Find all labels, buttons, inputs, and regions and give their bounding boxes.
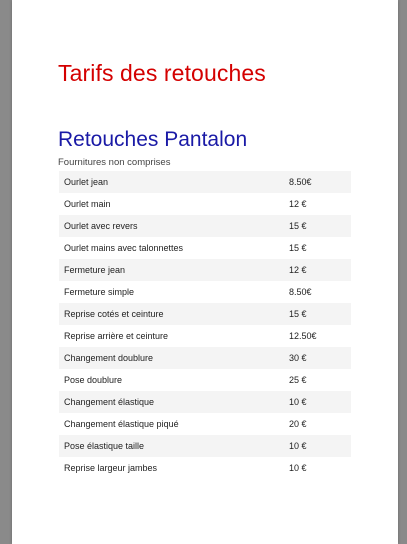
price-row — [59, 369, 351, 391]
price-table-body — [59, 171, 351, 479]
service-price: 10 € — [284, 457, 351, 479]
service-price: 15 € — [284, 303, 351, 325]
price-row — [59, 237, 351, 259]
price-row — [59, 215, 351, 237]
service-price: 30 € — [284, 347, 351, 369]
service-label: Ourlet jean — [59, 171, 284, 193]
service-price: 15 € — [284, 215, 351, 237]
service-price: 10 € — [284, 435, 351, 457]
service-label: Ourlet avec revers — [59, 215, 284, 237]
price-row — [59, 325, 351, 347]
service-price: 10 € — [284, 391, 351, 413]
service-label: Changement élastique — [59, 391, 284, 413]
price-row — [59, 391, 351, 413]
section-subtitle: Fournitures non comprises — [58, 157, 171, 168]
price-row — [59, 171, 351, 193]
service-label: Pose doublure — [59, 369, 284, 391]
service-price: 25 € — [284, 369, 351, 391]
service-price: 15 € — [284, 237, 351, 259]
service-label: Changement doublure — [59, 347, 284, 369]
service-label: Changement élastique piqué — [59, 413, 284, 435]
price-row — [59, 303, 351, 325]
price-row — [59, 193, 351, 215]
document-page — [12, 0, 398, 544]
price-row — [59, 435, 351, 457]
service-price: 20 € — [284, 413, 351, 435]
service-price: 8.50€ — [284, 281, 351, 303]
price-row — [59, 259, 351, 281]
section-title: Retouches Pantalon — [58, 128, 248, 151]
price-row — [59, 347, 351, 369]
service-label: Reprise cotés et ceinture — [59, 303, 284, 325]
service-price: 12.50€ — [284, 325, 351, 347]
service-label: Ourlet main — [59, 193, 284, 215]
service-label: Fermeture simple — [59, 281, 284, 303]
service-price: 8.50€ — [284, 171, 351, 193]
service-label: Pose élastique taille — [59, 435, 284, 457]
page-title: Tarifs des retouches — [58, 60, 266, 86]
price-row — [59, 457, 351, 479]
service-label: Fermeture jean — [59, 259, 284, 281]
service-label: Reprise largeur jambes — [59, 457, 284, 479]
price-table — [59, 171, 351, 479]
service-price: 12 € — [284, 259, 351, 281]
service-label: Ourlet mains avec talonnettes — [59, 237, 284, 259]
service-label: Reprise arrière et ceinture — [59, 325, 284, 347]
service-price: 12 € — [284, 193, 351, 215]
price-row — [59, 281, 351, 303]
price-row — [59, 413, 351, 435]
